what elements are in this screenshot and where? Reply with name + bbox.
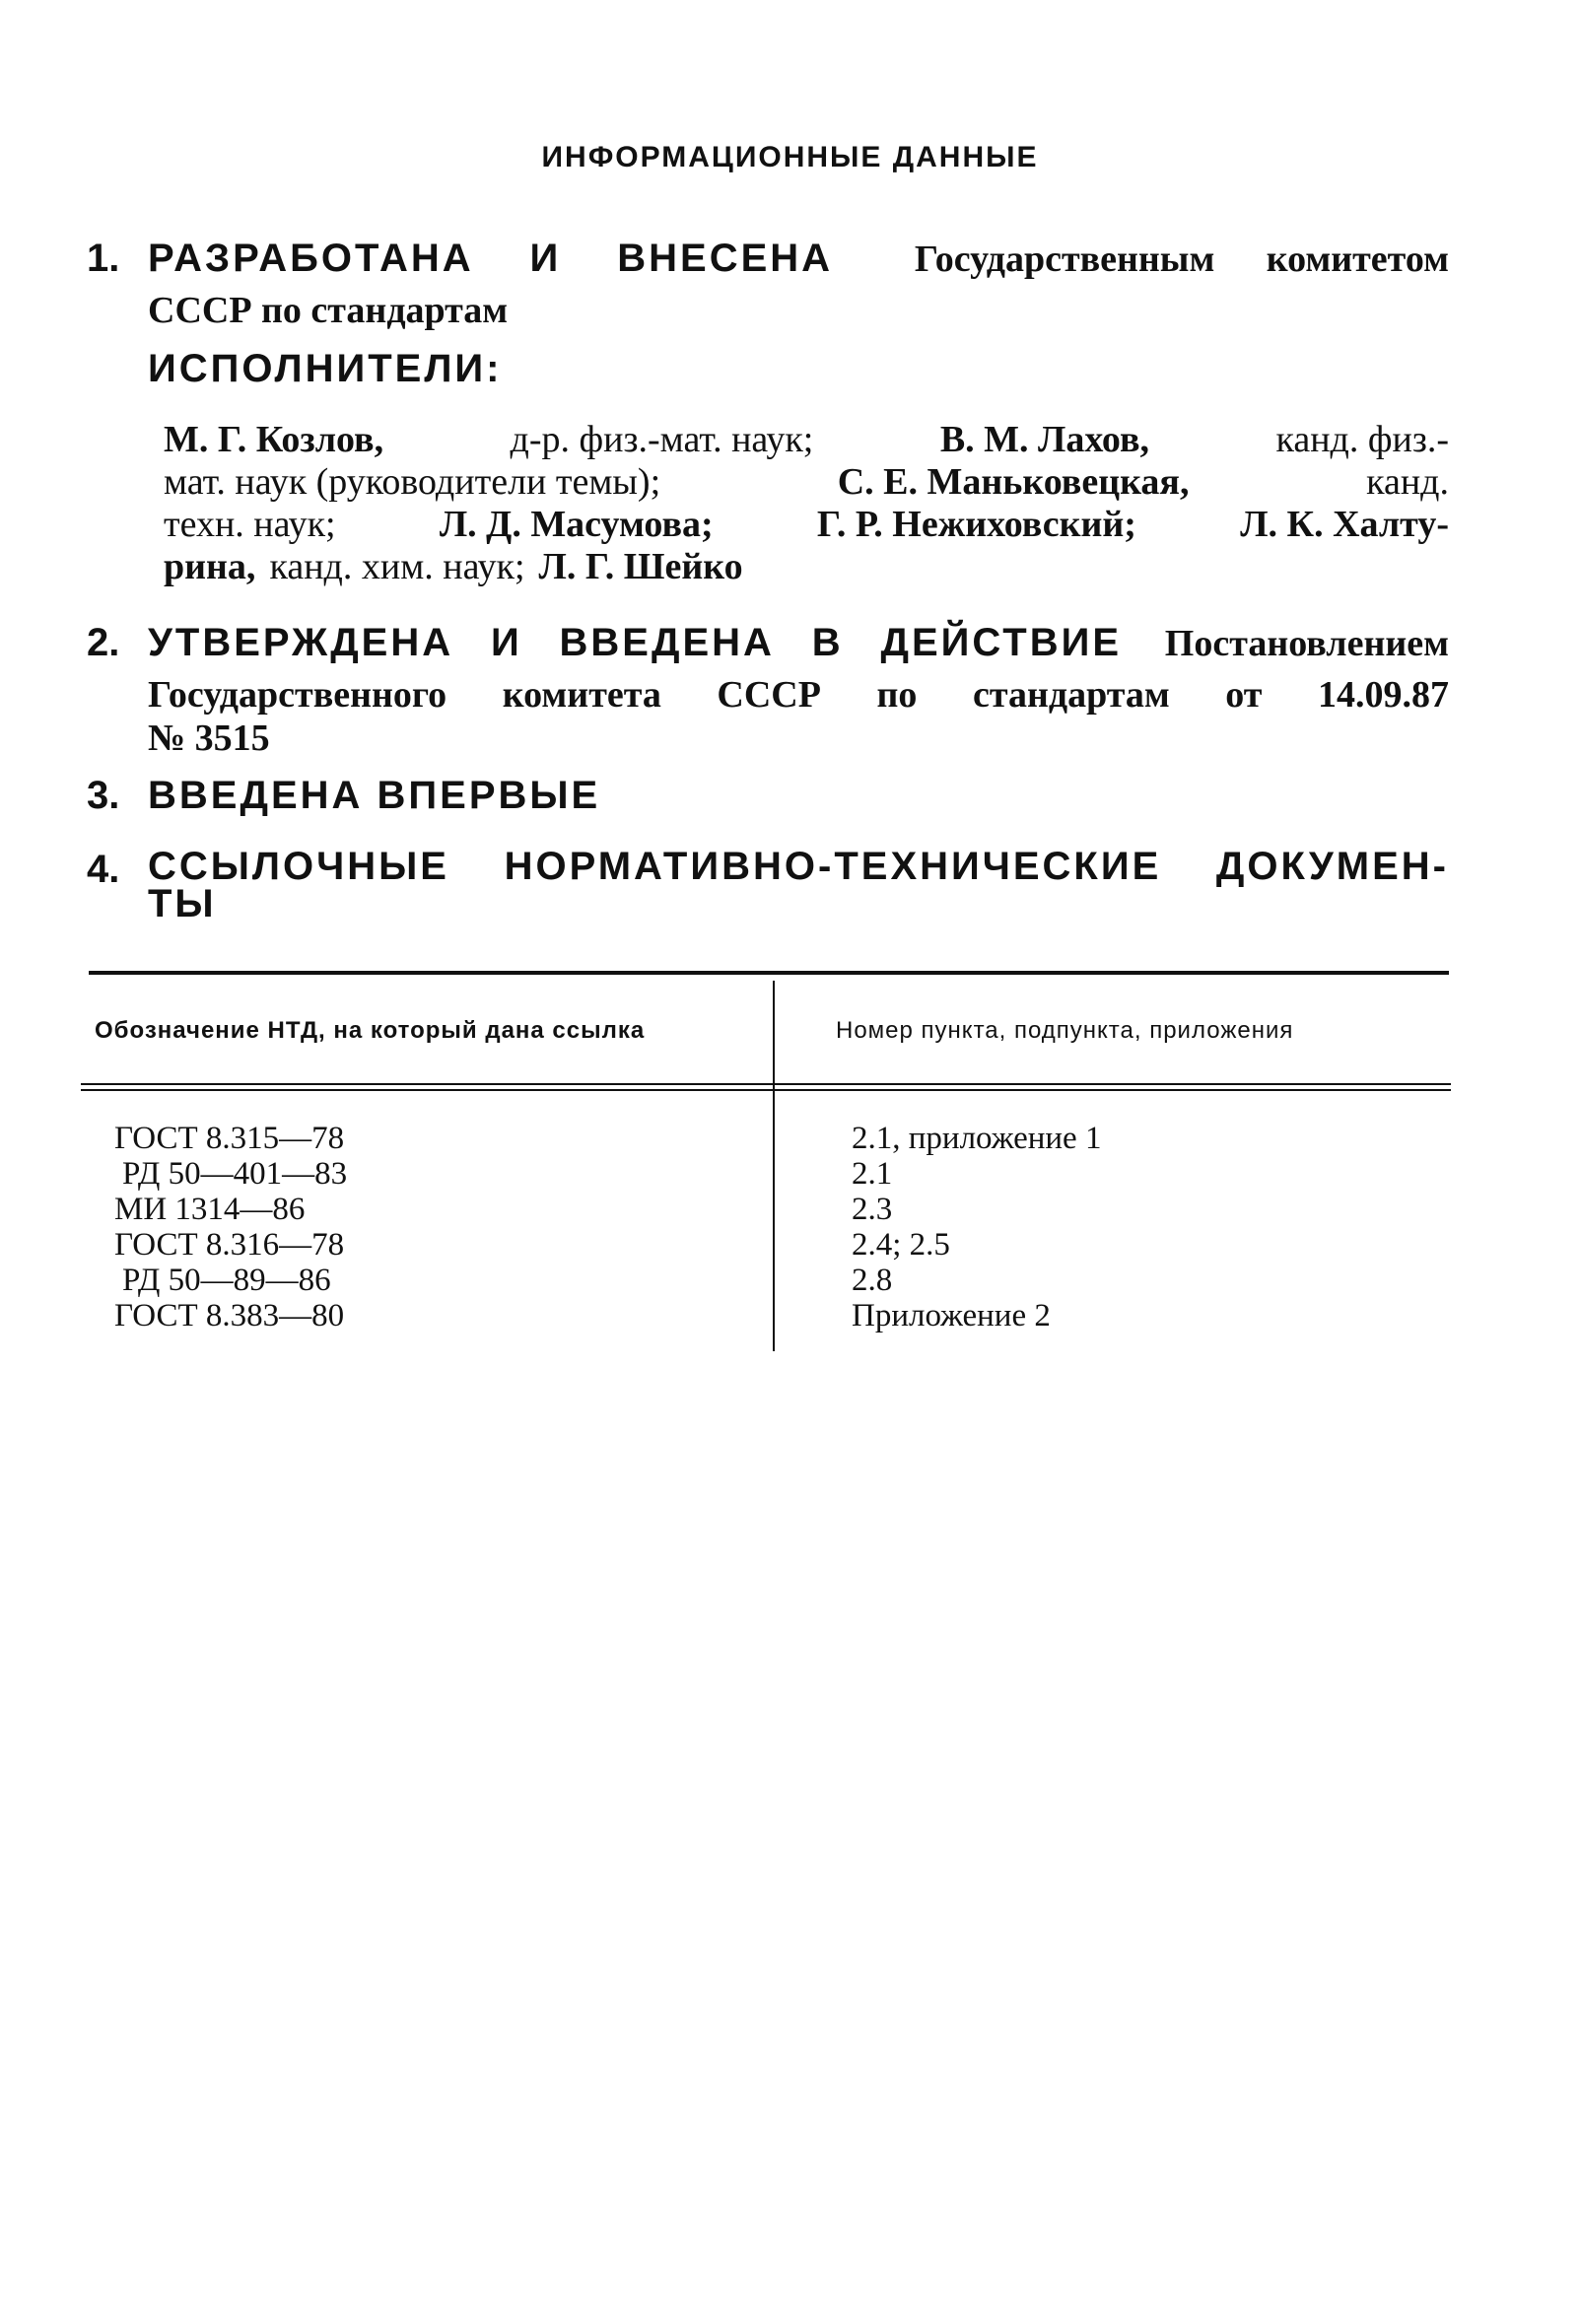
executors-line: мат. наук (руководители темы); С. Е. Маньковецкая, канд. <box>164 461 1449 503</box>
item-caption: РАЗРАБОТАНА И ВНЕСЕНА <box>148 237 834 280</box>
item-number: 1. <box>87 237 120 280</box>
item-number: 4. <box>87 848 120 891</box>
table-cell-ntd: ГОСТ 8.315—78 <box>114 1121 345 1156</box>
page-title: ИНФОРМАЦИОННЫЕ ДАННЫЕ <box>541 141 1039 173</box>
table-cell-clause: 2.1 <box>852 1156 893 1192</box>
executors-line: техн. наук; Л. Д. Масумова; Г. Р. Нежиховский; Л. К. Халту- <box>164 504 1449 545</box>
table-cell-ntd: МИ 1314—86 <box>114 1192 306 1227</box>
table-column-ntd <box>114 1121 347 1333</box>
table-cell-ntd: ГОСТ 8.383—80 <box>114 1298 345 1333</box>
table-cell-clause: 2.8 <box>852 1263 893 1298</box>
table-column-clause <box>852 1121 1101 1333</box>
executors-list <box>164 419 1449 588</box>
executors-line: М. Г. Козлов, д-р. физ.-мат. наук; В. М. Лахов, канд. физ.- <box>164 419 1449 460</box>
item-caption: ССЫЛОЧНЫЕ НОРМАТИВНО-ТЕХНИЧЕСКИЕ ДОКУМЕН- <box>148 845 1449 888</box>
item-number: 3. <box>87 774 120 817</box>
table-top-rule <box>89 971 1449 975</box>
item-text: Постановлением <box>1164 623 1450 664</box>
table-cell-clause: 2.3 <box>852 1192 893 1227</box>
table-cell-clause: Приложение 2 <box>852 1298 1051 1333</box>
table-cell-ntd: РД 50—401—83 <box>122 1156 348 1192</box>
table-cell-ntd: ГОСТ 8.316—78 <box>114 1227 345 1263</box>
item-text-line3: № 3515 <box>148 718 270 759</box>
item-caption-line2: ТЫ <box>148 882 217 925</box>
item-caption: УТВЕРЖДЕНА И ВВЕДЕНА В ДЕЙСТВИЕ <box>148 621 1123 664</box>
table-cell-clause: 2.4; 2.5 <box>852 1227 950 1263</box>
executors-heading: ИСПОЛНИТЕЛИ: <box>148 347 503 390</box>
table-header-ntd: Обозначение НТД, на который дана ссылка <box>95 1017 646 1044</box>
item-text-line2: Государственного комитета СССР по стандартам от 14.09.87 <box>148 674 1449 716</box>
executors-line: рина, канд. хим. наук; Л. Г. Шейко <box>164 546 743 587</box>
table-cell-clause: 2.1, приложение 1 <box>852 1121 1102 1156</box>
table-header-rule <box>81 1089 1451 1091</box>
table-cell-ntd: РД 50—89—86 <box>122 1263 331 1298</box>
table-header-clause: Номер пункта, подпункта, приложения <box>836 1017 1294 1044</box>
item-text: Государственным комитетом <box>914 239 1450 280</box>
table-header-rule <box>81 1083 1451 1085</box>
item-text-line2: СССР по стандартам <box>148 290 509 331</box>
item-number: 2. <box>87 621 120 664</box>
table-column-divider <box>773 981 775 1351</box>
item-caption: ВВЕДЕНА ВПЕРВЫЕ <box>148 774 601 817</box>
